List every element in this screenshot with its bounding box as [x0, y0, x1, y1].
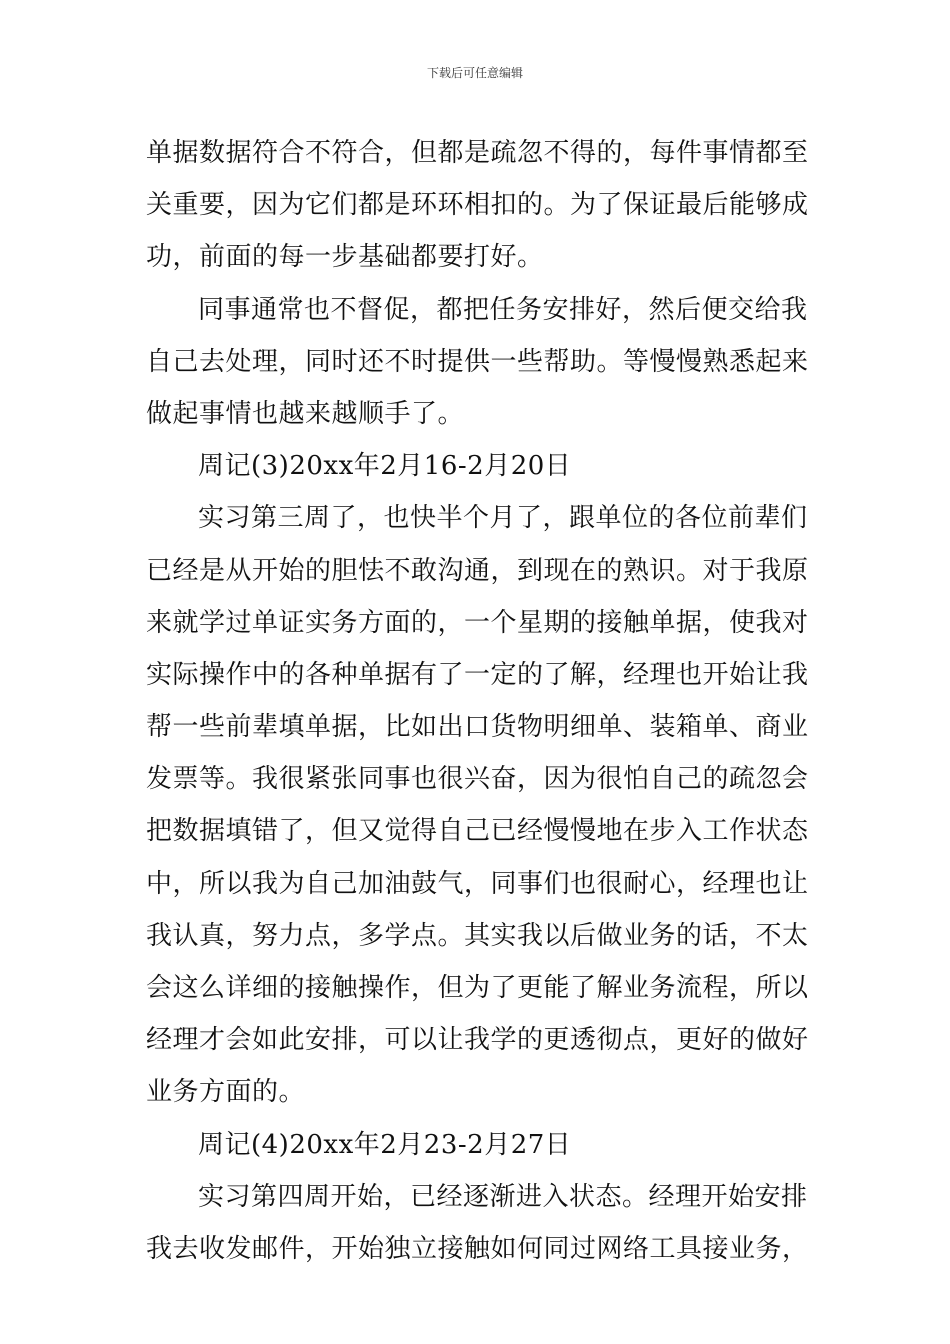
text-line: 做起事情也越来越顺手了。 — [146, 398, 465, 429]
weekly-journal-heading: 周记(3)20xx年2月16-2月20日 — [198, 451, 572, 482]
page-header: 下载后可任意编辑 — [426, 66, 523, 80]
weekly-journal-heading: 周记(4)20xx年2月23-2月27日 — [198, 1129, 572, 1160]
paragraph-start-line: 实习第三周了，也快半个月了，跟单位的各位前辈们 — [198, 503, 808, 534]
text-line: 发票等。我很紧张同事也很兴奋，因为很怕自己的疏忽会 — [146, 764, 809, 795]
text-line: 单据数据符合不符合，但都是疏忽不得的，每件事情都至 — [146, 138, 809, 168]
paragraph-start-line: 同事通常也不督促，都把任务安排好，然后便交给我 — [198, 294, 808, 325]
paragraph-start-line: 实习第四周开始，已经逐渐进入状态。经理开始安排 — [198, 1181, 808, 1212]
text-line: 把数据填错了，但又觉得自己已经慢慢地在步入工作状态 — [146, 816, 809, 847]
text-line: 业务方面的。 — [146, 1077, 306, 1108]
text-line: 关重要，因为它们都是环环相扣的。为了保证最后能够成 — [146, 190, 809, 221]
document-body — [146, 127, 808, 1275]
text-line: 功，前面的每一步基础都要打好。 — [146, 242, 544, 273]
text-line: 帮一些前辈填单据，比如出口货物明细单、装箱单、商业 — [146, 712, 809, 743]
text-line: 来就学过单证实务方面的，一个星期的接触单据，使我对 — [146, 607, 809, 638]
text-line: 中，所以我为自己加油鼓气，同事们也很耐心，经理也让 — [146, 868, 809, 899]
text-line: 自己去处理，同时还不时提供一些帮助。等慢慢熟悉起来 — [146, 346, 809, 377]
text-line: 会这么详细的接触操作，但为了更能了解业务流程，所以 — [146, 973, 809, 1003]
text-line: 实际操作中的各种单据有了一定的了解，经理也开始让我 — [146, 659, 809, 690]
text-line: 我认真，努力点，多学点。其实我以后做业务的话，不太 — [146, 920, 809, 951]
text-line: 我去收发邮件，开始独立接触如何同过网络工具接业务， — [146, 1233, 809, 1264]
text-line: 经理才会如此安排，可以让我学的更透彻点，更好的做好 — [146, 1025, 809, 1056]
text-line: 已经是从开始的胆怯不敢沟通，到现在的熟识。对于我原 — [146, 555, 809, 586]
